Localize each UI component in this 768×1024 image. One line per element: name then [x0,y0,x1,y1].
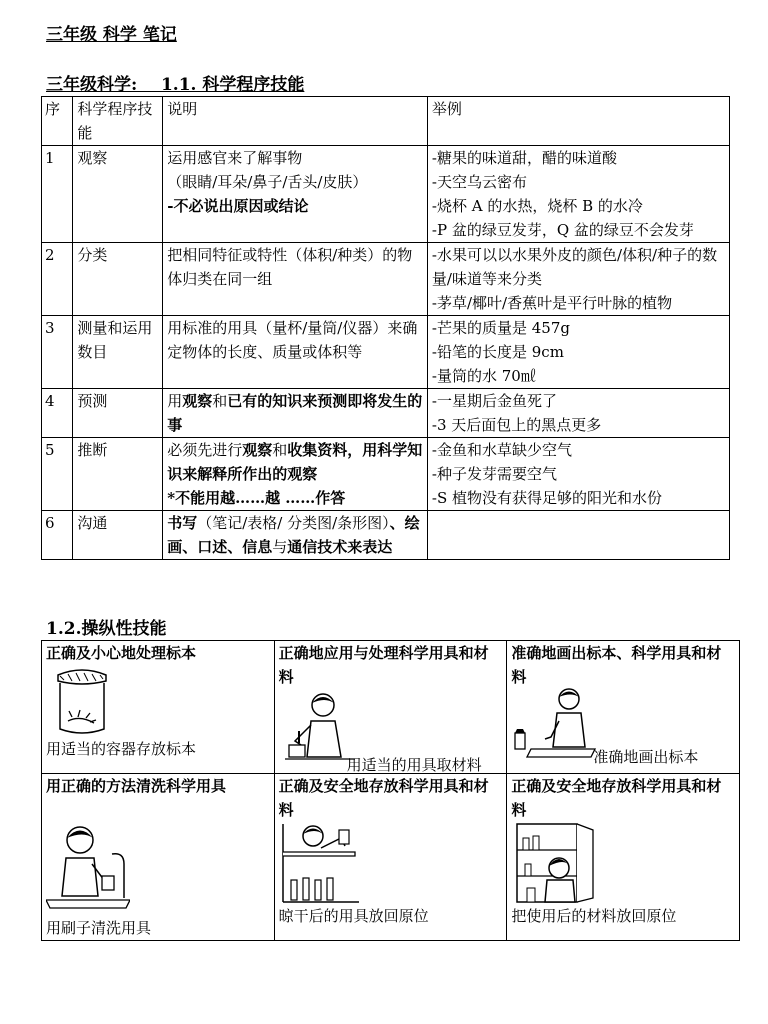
skill-caption: 准确地画出标本 [593,748,699,766]
row-examples [427,511,729,560]
row-desc [163,243,428,316]
header-desc: 说明 [163,97,428,146]
row-skill: 沟通 [73,511,163,560]
row-examples [427,243,729,316]
table-header-row [42,97,730,146]
skill-title: 正确地应用与处理科学用具和材料 [278,644,489,686]
desc-text: （笔记/表格/ 分类图/条形图） [197,514,390,532]
desc-bold: 收集资料，用科学知识来解释所作出的观察 [167,441,423,483]
desc-line: -不必说出原因或结论 [167,197,309,215]
row-num: 2 [42,243,73,316]
example-line: -铅笔的长度是 9cm [431,343,564,361]
row-desc [163,316,428,389]
page-title: 三年级 科学 笔记 [46,25,177,45]
table-row [42,511,730,560]
skill-caption: 用适当的用具取材料 [346,756,482,774]
desc-bold: 已有的知识来预测即将发生的事 [167,392,423,434]
desc-line: 运用感官来了解事物 [167,149,303,167]
skill-cell [274,774,507,941]
skill-cell [42,774,275,941]
table-row [42,316,730,389]
skill-caption: 把使用后的材料放回原位 [511,907,677,925]
row-num: 3 [42,316,73,389]
example-line: -S 植物没有获得足够的阳光和水份 [431,489,663,507]
skill-title: 正确及安全地存放科学用具和材料 [278,777,489,819]
desc-bold: 观察 [182,392,213,410]
desc-bold: 通信技术来表达 [287,538,393,556]
desc-text: 用 [167,392,183,410]
cabinet-storage-icon [515,822,595,904]
desc-line: 用标准的用具（量杯/量筒/仪器）来确定物体的长度、质量或体积等 [167,319,418,361]
skills-row [42,641,740,774]
example-line: -茅草/椰叶/香蕉叶是平行叶脉的植物 [431,294,673,312]
row-desc [163,511,428,560]
row-num: 4 [42,389,73,438]
desc-text: 与 [272,538,288,556]
desc-note: *不能用越……越 ……作答 [167,489,346,507]
example-line: -天空乌云密布 [431,173,527,191]
example-line: -3 天后面包上的黑点更多 [431,416,602,434]
skill-title: 准确地画出标本、科学用具和材料 [511,644,722,686]
desc-text: 必须先进行 [167,441,243,459]
student-dropper-icon [285,691,355,763]
table-row [42,146,730,243]
skill-caption: 晾干后的用具放回原位 [278,907,429,925]
example-line: -种子发芽需要空气 [431,465,557,483]
example-line: -量筒的水 70㎖ [431,367,536,385]
row-desc [163,438,428,511]
skill-title: 正确及小心地处理标本 [46,644,197,662]
table-row [42,438,730,511]
skill-cell [507,774,740,941]
specimen-jar-icon [50,667,114,737]
student-drawing-icon [511,687,597,759]
header-num: 序 [42,97,73,146]
example-line: -烧杯 A 的水热，烧杯 B 的水冷 [431,197,643,215]
section-title-manipulative-skills: 1.2.操纵性技能 [46,619,167,639]
desc-line: 把相同特征或特性（体积/种类）的物体归类在同一组 [167,246,413,288]
skill-cell [274,641,507,774]
skill-title: 正确及安全地存放科学用具和材料 [511,777,722,819]
student-washing-icon [46,824,130,910]
desc-line: （眼睛/耳朵/鼻子/舌头/皮肤） [167,173,368,191]
row-num: 1 [42,146,73,243]
row-examples [427,316,729,389]
example-line: -P 盆的绿豆发芽，Q 盆的绿豆不会发芽 [431,221,694,239]
desc-text: 和 [212,392,228,410]
process-skills-table [41,96,730,560]
row-desc [163,146,428,243]
example-line: -芒果的质量是 457g [431,319,570,337]
skill-title: 用正确的方法清洗科学用具 [46,777,227,795]
row-skill: 测量和运用数目 [73,316,163,389]
skill-caption: 用刷子清洗用具 [46,919,152,937]
example-line: -一星期后金鱼死了 [431,392,557,410]
desc-bold: 、绘画、口述、信息 [167,514,420,556]
skills-row [42,774,740,941]
table-row [42,243,730,316]
row-skill: 观察 [73,146,163,243]
section-title-process-skills: 三年级科学: 1.1. 科学程序技能 [46,75,305,95]
row-skill: 预测 [73,389,163,438]
skill-cell [507,641,740,774]
header-example: 举例 [427,97,729,146]
row-skill: 分类 [73,243,163,316]
row-examples [427,438,729,511]
drying-rack-icon [281,822,361,904]
manipulative-skills-table [41,640,740,941]
skill-caption: 用适当的容器存放标本 [46,740,197,758]
header-skill: 科学程序技能 [73,97,163,146]
row-examples [427,146,729,243]
skill-cell [42,641,275,774]
row-examples [427,389,729,438]
row-num: 6 [42,511,73,560]
row-desc [163,389,428,438]
row-skill: 推断 [73,438,163,511]
desc-bold: 书写 [167,514,198,532]
example-line: -金鱼和水草缺少空气 [431,441,572,459]
example-line: -水果可以以水果外皮的颜色/体积/种子的数量/味道等来分类 [431,246,718,288]
desc-bold: 观察 [242,441,273,459]
example-line: -糖果的味道甜，醋的味道酸 [431,149,617,167]
row-num: 5 [42,438,73,511]
desc-text: 和 [272,441,288,459]
table-row [42,389,730,438]
